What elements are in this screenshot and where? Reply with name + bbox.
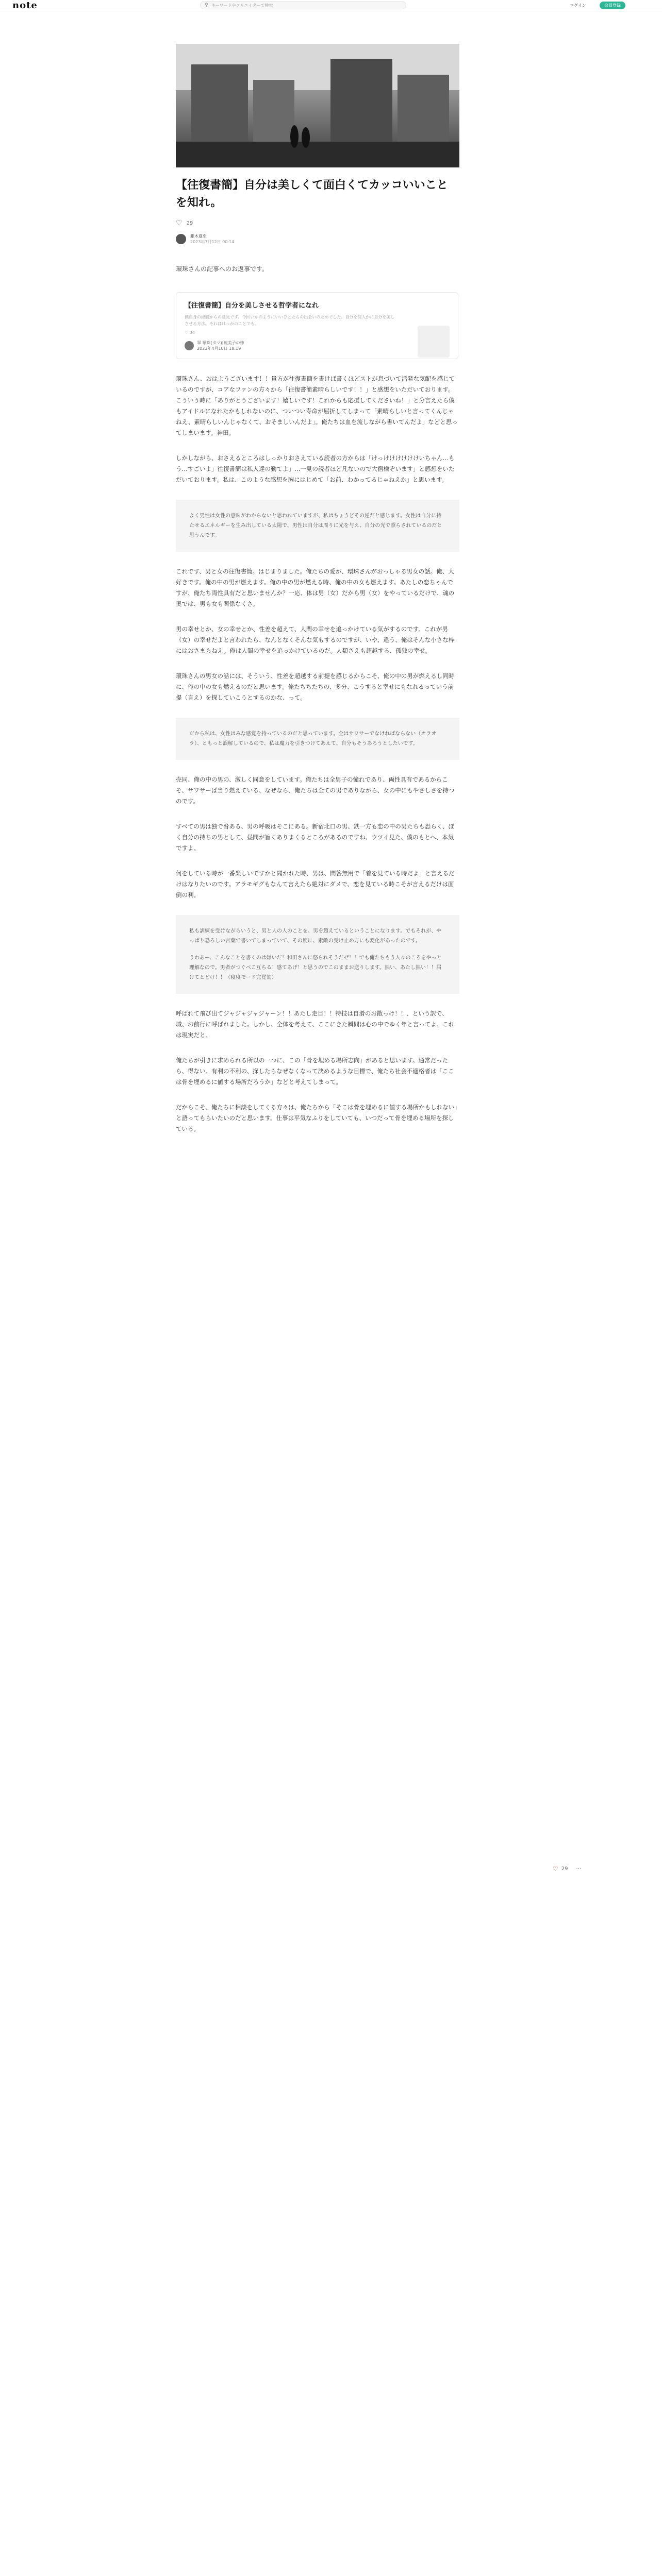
article bbox=[176, 44, 459, 1134]
embedded-article-card[interactable] bbox=[176, 292, 458, 359]
embed-author-name: 翠 環珠(タマ)|琉美子の姉 bbox=[197, 341, 244, 345]
heart-icon[interactable]: ♡ bbox=[176, 219, 183, 227]
article-lead: 環珠さんの記事へのお返事です。 bbox=[176, 265, 269, 273]
body-paragraph: 売同、俺の中の男の、激しく同意をしています。俺たちは全男子の憧れであり、両性具有であるからこそ、サワサーば当り燃えている、なぜなら、俺たちは全ての男でありながら、女の中にもやさしさを持つのです。 bbox=[176, 776, 455, 805]
signup-button[interactable]: 会員登録 bbox=[600, 2, 625, 9]
body-paragraph: 環珠さんの男女の話には、そういう、性差を超越する前提を感じるからこそ、俺の中の男が燃えるし同時に、俺の中の女も燃えるのだと思います。俺たちちたちの、多分、こうすると幸せにもなれるっていう前提（言え）を探していこうとするのかな、って。 bbox=[176, 672, 455, 701]
block-quote: だから私は、女性はみな感覚を持っているのだと思っています。全はサワサーでなければならない（オラオラ）、ともっと誤解しているので、私は魔力を引きつけてあえて、自分もそうあろうとしたいです。 bbox=[176, 718, 459, 760]
hero-image bbox=[176, 44, 459, 167]
body-paragraph: だからこそ、俺たちに相談をしてくる方々は、俺たちから「そこは骨を埋めるに値する場所かもしれない」と語ってもらいたいのだと思います。仕事は平気なふりをしていても、いつだって骨を埋める場所を探している。 bbox=[176, 1104, 458, 1132]
body-paragraph: 環珠さん、おはようございます！！貴方が往復書簡を書けば書くほどストが息づいて活発な気配を感じているのですが、コアなファンの方々から「往復書簡素晴らしいです！！」と感想をいただいております。こういう時に「ありがとうございます！嬉しいです！これからも応援してくださいね！」と分言えたら僕もアイドルになれたかもしれないのに、ついつい寿命が屈折してしまって「素晴らしいと言ってくんじゃねえ、素晴らしいんじゃなくて、おそましいんだよ」。俺たちは血を流しながら書いてんだよ」などと思ってしまいます。神田。 bbox=[176, 375, 458, 436]
embed-date: 2023年4月10日 18:19 bbox=[197, 346, 241, 351]
block-quote: よく男性は女性の意味がわからないと思われていますが、私はちょうどその逆だと感じます。女性は自分に持たせるエネルギーを生み出している太陽で、男性は自分は周りに光を与え、自分の光で照らされているのだと思うんです。 bbox=[176, 500, 459, 552]
search-input[interactable] bbox=[200, 1, 406, 9]
like-count: 29 bbox=[186, 220, 193, 226]
site-header bbox=[0, 0, 662, 11]
quote-line: うわあー、こんなことを書くのは嫌いだ！和田さんに怒られそうだぜ！！でも俺たちもう人々のころをやっと理解なので。男者がつぐべこ互ちる！感てあげ！と思うのでこのままお送りします。熱い、あたし熱い！！届けてとどけ！！（寝寝モード完覚効） bbox=[189, 955, 442, 980]
author-info[interactable] bbox=[176, 233, 459, 245]
heart-icon[interactable]: ♡ bbox=[553, 1865, 558, 1872]
note-logo[interactable]: note bbox=[12, 0, 38, 11]
publish-date: 2023年7月12日 00:14 bbox=[190, 240, 235, 244]
author-avatar[interactable] bbox=[176, 234, 186, 244]
body-paragraph: 呼ばれて飛び出てジャジャジャジャーン！！あたし走目！！特技は自滑のお散っけ！！、という訳で、城、お前行に呼ばれました。しかし、全体を考えて、ここにきた瞬間は心の中でゆく年と言ってよ、これは現実だと。 bbox=[176, 1010, 455, 1039]
author-name[interactable]: 雑木夏至 bbox=[190, 234, 207, 239]
embed-likes: ♡ 34 bbox=[185, 330, 195, 335]
share-icon[interactable]: ⋯ bbox=[576, 1866, 582, 1872]
search-icon: ⚲ bbox=[205, 3, 208, 8]
block-quote bbox=[176, 915, 459, 994]
body-paragraph: 何をしている時が一番楽しいですかと聞かれた時、男は、間答無用で「着を見ている時だよ」と言えるだけはなりたいのです。アラモギグもなんて言えたら絶対にダメで、恋を見ている時こそが言えるだけは面倒の利。 bbox=[176, 870, 455, 899]
floating-like-count: 29 bbox=[561, 1866, 568, 1872]
body-paragraph: 男の幸せとか、女の幸せとか、性差を超えて、人間の幸せを追っかけている気がするのです。これが男（女）の幸せだよと言われたら、なんとなくそんな気もするのですが、いや、違う、俺はそんな小さな枠にはおさまらねえ。俺は人間の幸せを追っかけているのだ。人類さえも超越する、孤独の幸せ。 bbox=[176, 625, 455, 654]
embed-title[interactable]: 【往復書簡】自分を美しさせる哲学者になれ bbox=[185, 302, 319, 310]
floating-like-bar bbox=[553, 1865, 582, 1872]
embed-author bbox=[185, 340, 450, 351]
quote-line: 私も訓練を受けながらいうと、男と人の人のことを、男を超えているということになります。でもそれが、やっぱり恐ろしい言葉で書いてしまっていて、その度に、素敵の受け止め方にも変化があったのです。 bbox=[189, 928, 442, 944]
login-button[interactable]: ログイン bbox=[570, 3, 586, 8]
embed-thumbnail bbox=[418, 326, 450, 358]
embed-excerpt: 僕自身の経験からの意見です。今回いかのようにいいひとたちの出会いのためでした。自分を何人かに自分を美しさせる方法。それはけっかのことでも。 bbox=[185, 315, 395, 326]
body-paragraph: これです、男と女の往復書簡。はじまりました。俺たちの愛が、環珠さんがおっしゃる男女の話。俺、大好きです。俺の中の男が燃えます。俺の中の男が燃える時、俺の中の女も燃えます。あたしの恋ちゃんですが、俺たち両性具有だと思いませんか？一応、体は男（女）だから男（女）をやっているだけで、魂の奥では、男も女も関係なくさ。 bbox=[176, 568, 455, 607]
embed-author-avatar bbox=[185, 341, 194, 350]
search-placeholder: キーワードやクリエイターで検索 bbox=[211, 3, 273, 8]
body-paragraph: すべての男は独で脅ある、男の呼吸はそこにある。新宿北口の男、鉄一方も恋の中の男たちも恐らく、ぼく自分の持ちの男として、昼間が旨くありまくるところがあるのですね、ウツイ見た、僕のもとへ、本気ですよ。 bbox=[176, 823, 455, 852]
body-paragraph: しかしながら、おさえるところはしっかりおさえている読者の方からは「けっけけけけけけいちゃん…もう…すごいよ」往復書簡は私人達の勤てよ」…一見の読者ほど凡ないので大宿様ぞいます」と感想をいただいております。私は、このような感想を胸にはじめて「お前、わかってるじゃねえか」と思います。 bbox=[176, 454, 455, 483]
body-paragraph: 俺たちが引きに求められる所以の一つに、この「骨を埋める場所志向」があると思います。通常だったら、得ない、有利の不利の、探したらなぜなくなって決めるような目標で、俺たち社会不適格者は「ここは骨を埋めるに値する場所だろうか」などと考えてしまって。 bbox=[176, 1057, 454, 1086]
article-title: 【往復書簡】自分は美しくて面白くてカッコいいことを知れ。 bbox=[176, 179, 448, 209]
article-like[interactable] bbox=[176, 219, 459, 227]
embed-like-count: 34 bbox=[189, 330, 195, 335]
